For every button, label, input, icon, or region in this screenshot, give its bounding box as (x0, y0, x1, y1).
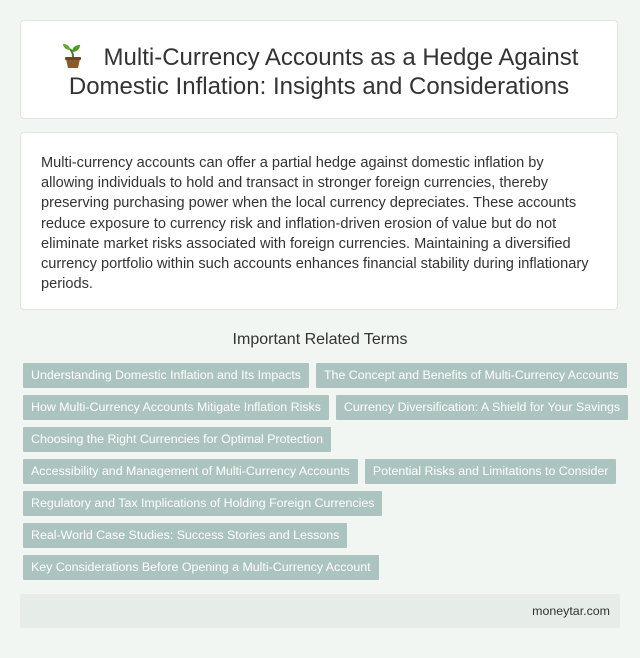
title-card (20, 20, 618, 119)
summary-card (20, 132, 618, 310)
tag-mitigate-inflation[interactable]: How Multi-Currency Accounts Mitigate Inflation Risks (23, 395, 329, 420)
tag-risks-limitations[interactable]: Potential Risks and Limitations to Consider (365, 459, 617, 484)
page-title (21, 43, 617, 101)
footer-site-link[interactable]: moneytar.com (532, 604, 610, 618)
sprout-icon (60, 43, 86, 69)
summary-text: Multi-currency accounts can offer a partial hedge against domestic inflation by allowing individuals to hold and transact in stronger foreign currencies, thereby preserving purchasing power when the local currency depreciates. These accounts reduce exposure to currency risk and inflation-driven erosion of value but do not eliminate market risks associated with foreign currencies. Maintaining a diversified currency portfolio within such accounts enhances financial stability during inflationary periods. (41, 155, 589, 293)
title-line-2: Domestic Inflation: Insights and Considerations (68, 73, 570, 100)
footer (20, 594, 620, 628)
tag-accessibility-management[interactable]: Accessibility and Management of Multi-Currency Accounts (23, 459, 358, 484)
tag-regulatory-tax[interactable]: Regulatory and Tax Implications of Holding Foreign Currencies (23, 491, 382, 516)
tag-row (23, 363, 623, 395)
tag-currency-diversification[interactable]: Currency Diversification: A Shield for Your Savings (336, 395, 628, 420)
tag-concept-benefits[interactable]: The Concept and Benefits of Multi-Currency Accounts (316, 363, 627, 388)
title-line-1: Multi-Currency Accounts as a Hedge Against (103, 44, 579, 71)
tag-domestic-inflation[interactable]: Understanding Domestic Inflation and Its Impacts (23, 363, 309, 388)
tag-row (23, 523, 623, 555)
tag-key-considerations[interactable]: Key Considerations Before Opening a Multi-Currency Account (23, 555, 379, 580)
tag-case-studies[interactable]: Real-World Case Studies: Success Stories and Lessons (23, 523, 347, 548)
tag-choosing-currencies[interactable]: Choosing the Right Currencies for Optimal Protection (23, 427, 331, 452)
related-terms-heading: Important Related Terms (232, 331, 408, 348)
tag-row (23, 395, 623, 427)
related-terms-list (23, 363, 623, 587)
tag-row (23, 491, 623, 523)
tag-row (23, 427, 623, 459)
tag-row (23, 555, 623, 587)
tag-row (23, 459, 623, 491)
